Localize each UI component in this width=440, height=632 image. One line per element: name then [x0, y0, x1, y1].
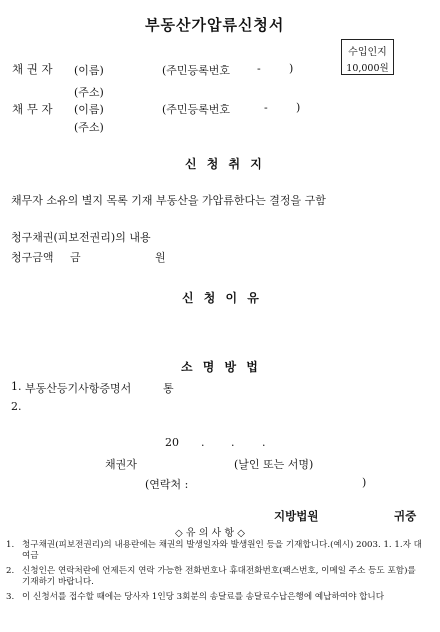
- note-number: 2.: [6, 565, 15, 576]
- creditor-id-label: (주민등록번호: [162, 64, 231, 77]
- date-dot-1: .: [201, 436, 205, 449]
- court-suffix: 귀중: [394, 509, 417, 523]
- note-item: [6, 592, 426, 603]
- seal-note: (날인 또는 서명): [234, 458, 314, 471]
- evidence-item-2-number: 2.: [11, 400, 22, 413]
- reason-heading: 신 청 이 유: [182, 291, 262, 305]
- purpose-text: 채무자 소유의 별지 목록 기재 부동산을 가압류한다는 결정을 구함: [11, 194, 326, 207]
- date-year-prefix: 20: [165, 436, 179, 449]
- contact-label: (연락처 :: [145, 478, 189, 491]
- contact-close: ): [362, 476, 367, 489]
- evidence-item-1-text: 부동산등기사항증명서: [25, 382, 132, 395]
- debtor-name-field[interactable]: (이름): [74, 103, 104, 116]
- note-text: 청구채권(피보전권리)의 내용란에는 채권의 발생일자와 발생원인 등을 기재합니다.(예시) 2003. 1. 1.자 대여금: [22, 540, 422, 562]
- stamp-label: 수입인지: [348, 47, 387, 58]
- note-text: 이 신청서를 접수할 때에는 당사자 1인당 3회분의 송달료를 송달료수납은행에 예납하여야 합니다: [22, 591, 385, 602]
- note-text: 신청인은 연락처란에 언제든지 연락 가능한 전화번호나 휴대전화번호(팩스번호, 이메일 주소 등도 포함)를 기재하기 바랍니다.: [22, 565, 416, 588]
- claim-amount-unit: 원: [155, 251, 166, 264]
- debtor-label: 채 무 자: [12, 102, 53, 116]
- date-dot-3: .: [262, 436, 266, 449]
- note-item: [6, 540, 426, 563]
- document-title: 부동산가압류신청서: [145, 16, 285, 34]
- claim-content-label: 청구채권(피보전권리)의 내용: [11, 231, 151, 244]
- debtor-id-dash: -: [264, 101, 268, 114]
- creditor-label: 채 권 자: [12, 62, 53, 76]
- evidence-heading: 소 명 방 법: [181, 360, 261, 374]
- debtor-id-close: ): [296, 101, 301, 114]
- notes-heading: ◇ 유 의 사 항 ◇: [175, 528, 245, 539]
- note-item: [6, 566, 426, 589]
- debtor-id-label: (주민등록번호: [162, 103, 231, 116]
- evidence-item-1-unit: 통: [163, 382, 174, 395]
- claim-amount-prefix: 금: [70, 251, 81, 264]
- debtor-address-field[interactable]: (주소): [74, 121, 104, 134]
- note-number: 3.: [6, 591, 15, 602]
- signature-creditor-label: 채권자: [105, 458, 137, 471]
- note-number: 1.: [6, 540, 15, 550]
- creditor-address-field[interactable]: (주소): [74, 86, 104, 99]
- revenue-stamp-box: [341, 39, 394, 75]
- purpose-heading: 신 청 취 지: [185, 157, 265, 171]
- creditor-id-dash: -: [257, 62, 261, 75]
- notes-list: [6, 540, 426, 606]
- court-name: 지방법원: [274, 509, 319, 523]
- creditor-name-field[interactable]: (이름): [74, 64, 104, 77]
- stamp-amount: 10,000원: [346, 63, 389, 74]
- claim-amount-label: 청구금액: [11, 251, 54, 264]
- date-dot-2: .: [231, 436, 235, 449]
- evidence-item-1-number: 1.: [11, 380, 22, 393]
- creditor-id-close: ): [289, 62, 294, 75]
